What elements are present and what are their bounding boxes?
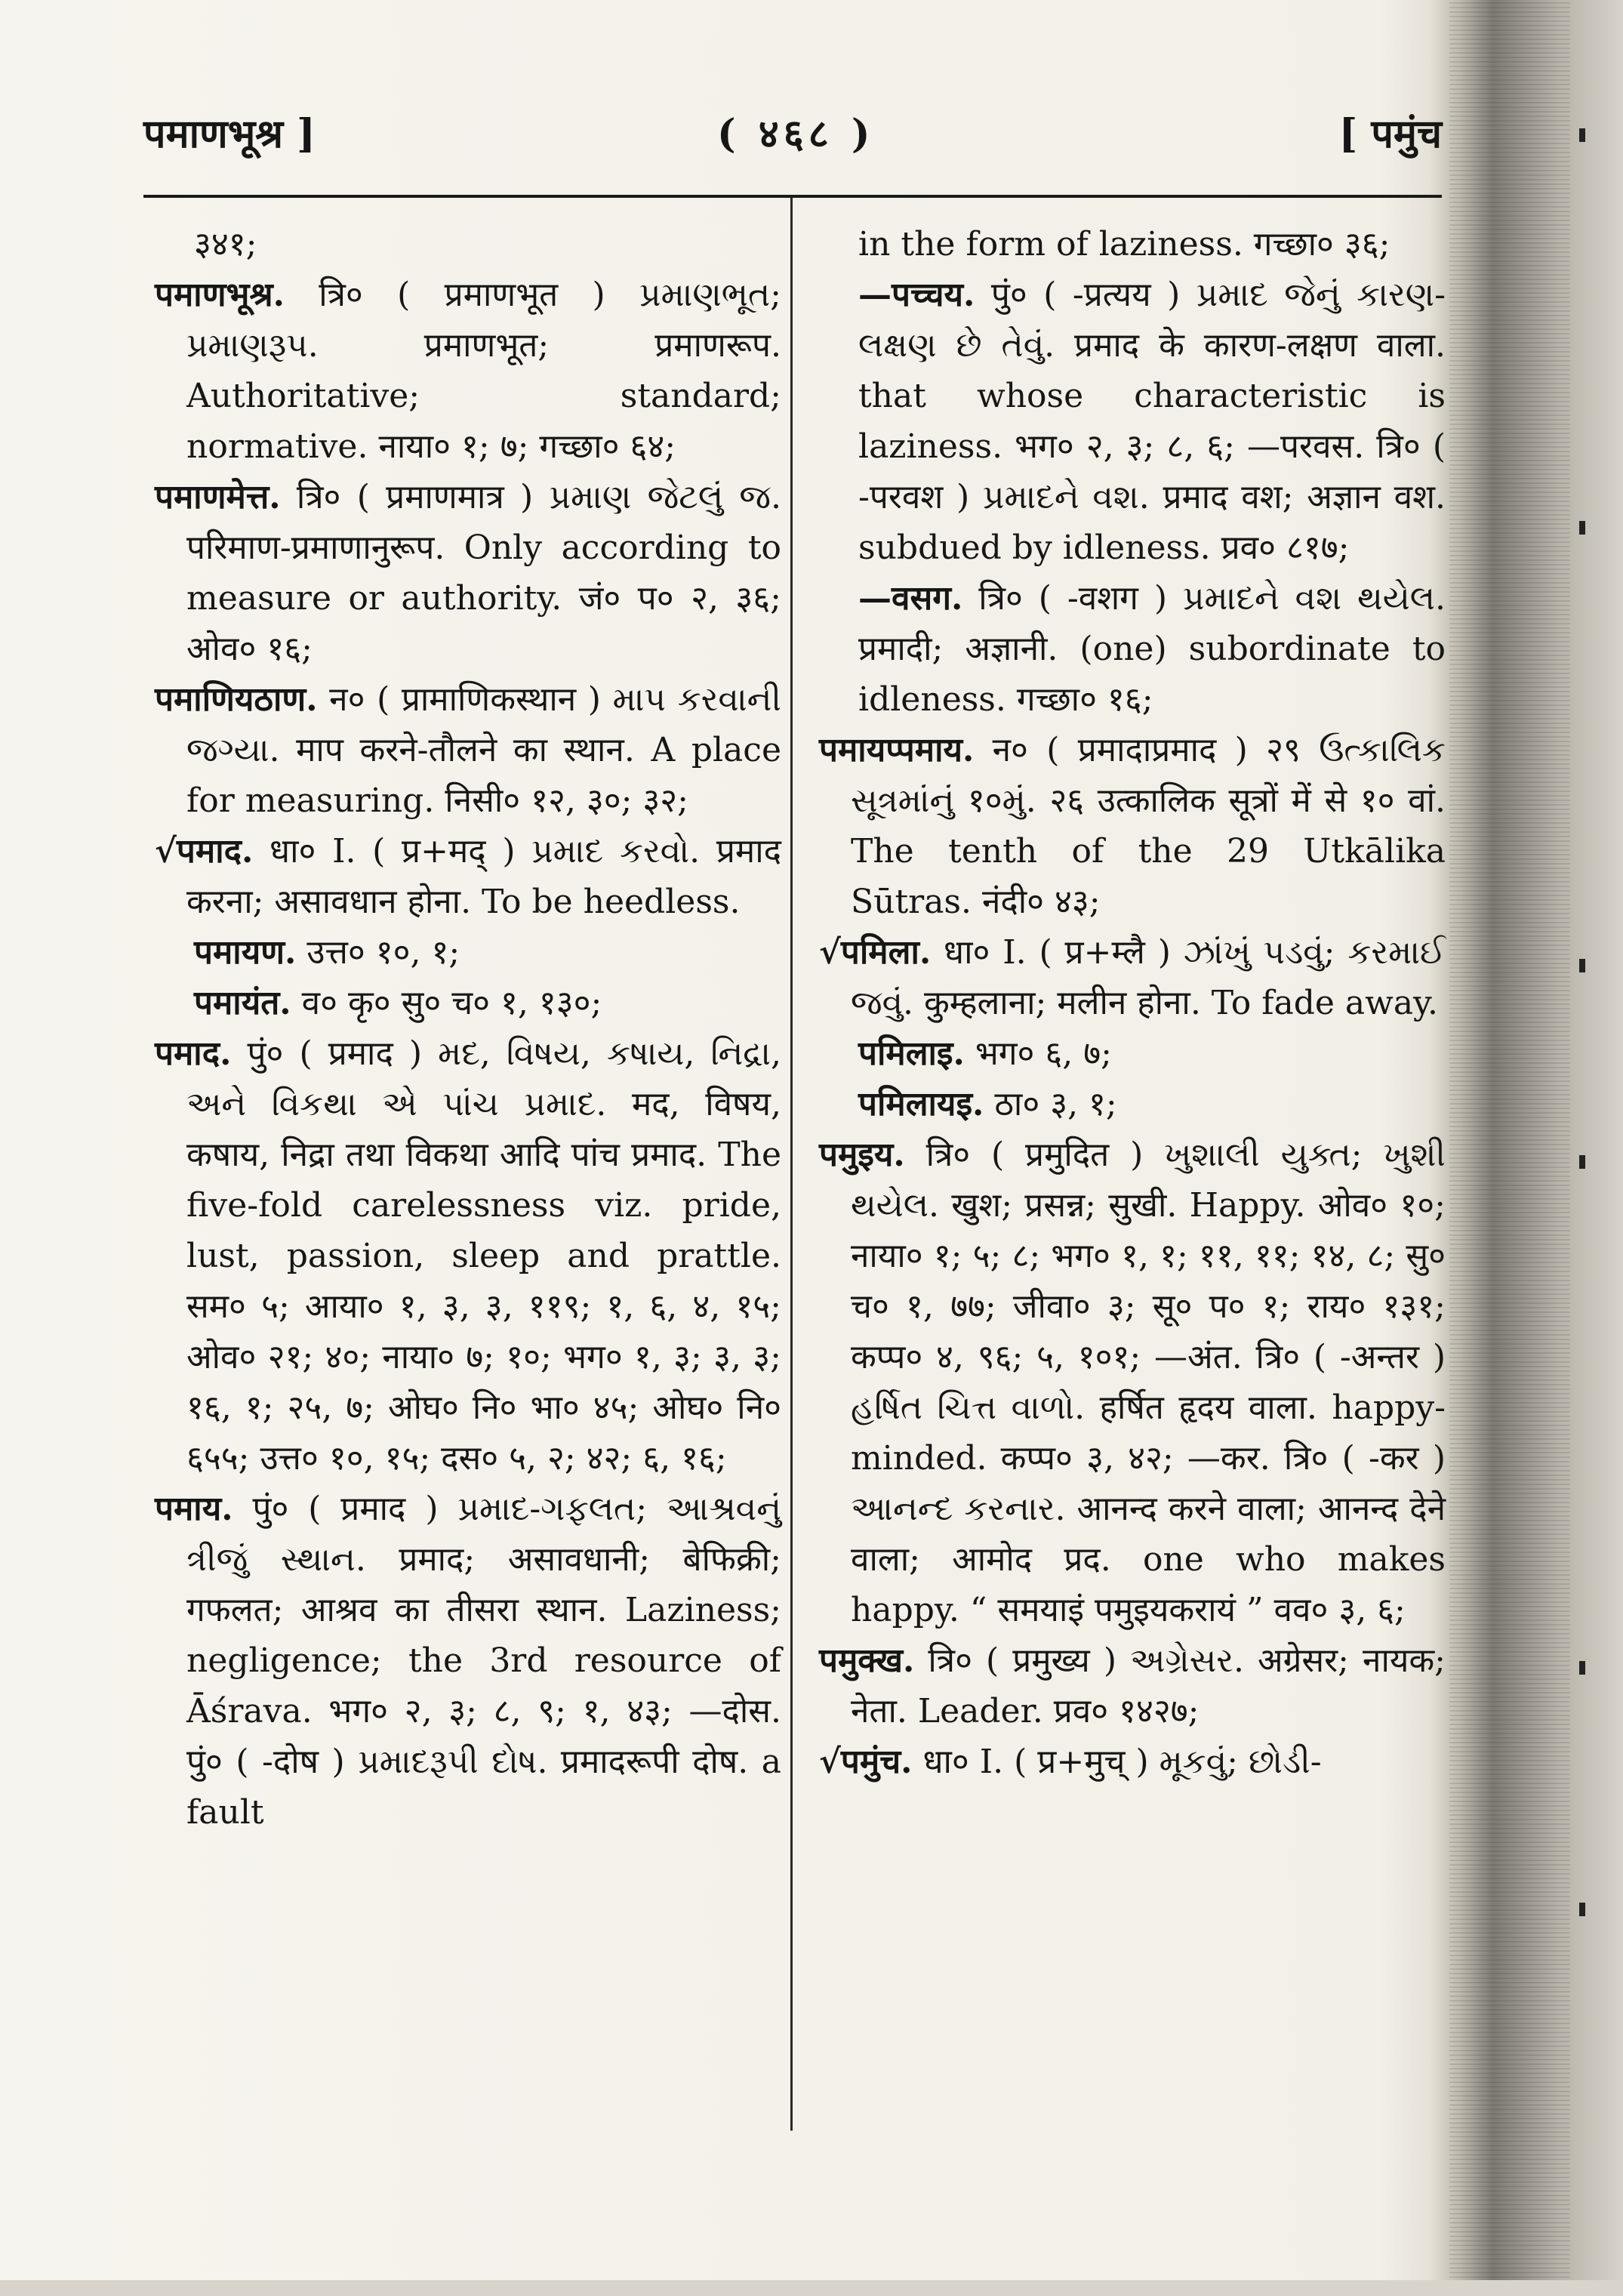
entry-headword: पमाय. bbox=[155, 1490, 233, 1528]
dictionary-entry bbox=[819, 573, 1446, 725]
entry-headword: पमुक्ख. bbox=[819, 1641, 915, 1680]
entry-headword: पमाणमेत्त. bbox=[155, 478, 281, 516]
dictionary-entry bbox=[155, 826, 781, 927]
page-bottom-edge bbox=[0, 2280, 1623, 2296]
header-rule bbox=[143, 195, 1442, 198]
entry-definition: त्रि० ( प्रमाणमात्र ) પ્રમાણ જેટલું જ. परिमाण-प्रमाणानुरूप. Only according to measure or authority. जं० प० २, ३६; ओव० १६; bbox=[186, 478, 781, 668]
entry-definition: in the form of laziness. गच्छा० ३६; bbox=[858, 225, 1390, 264]
entry-definition: धा० I. ( प्र+मुच् ) મૂકવું; છોડી- bbox=[912, 1743, 1322, 1781]
entry-headword: पमाद. bbox=[155, 1034, 232, 1073]
entry-headword: पमायप्पमाय. bbox=[819, 731, 975, 769]
dictionary-entry bbox=[819, 270, 1446, 573]
dictionary-entry bbox=[819, 1079, 1446, 1130]
entry-definition: भग० ६, ७; bbox=[964, 1034, 1112, 1073]
entry-definition: ३४१; bbox=[194, 225, 257, 264]
margin-tick bbox=[1579, 959, 1585, 972]
book-spine-shadow bbox=[1449, 0, 1570, 2296]
entry-definition: पुं० ( प्रमाद ) મદ, વિષય, કષાય, નિદ્રા, અને વિકથા એ પાંચ પ્રમાદ. मद, विषय, कषाय, निद्रा तथा विकथा आदि पांच प्रमाद. The five-fold carelessness viz. pride, lust, passion, sleep and prattle. सम० ५; आया० १, ३, ३, ११९; १, ६, ४, १५; ओव० २१; ४०; नाया० ७; १०; भग० १, ३; ३, ३; १६, १; २५, ७; ओघ० नि० भा० ४५; ओघ० नि० ६५५; उत्त० १०, १५; दस० ५, २; ४२; ६, १६; bbox=[186, 1034, 781, 1478]
entry-definition: न० ( प्रमादाप्रमाद ) २९ ઉત્કાલિક સૂત્રમાંનું १०મું. २६ उत्कालिक सूत्रों में से १० वां. The tenth of the 29 Utkālika Sūtras. नंदी० ४३; bbox=[851, 731, 1446, 921]
dictionary-entry bbox=[155, 472, 781, 674]
entry-headword: √पमुंच. bbox=[819, 1743, 913, 1781]
margin-tick bbox=[1579, 521, 1585, 535]
entry-headword: पमाणियठाण. bbox=[155, 680, 318, 719]
dictionary-entry bbox=[819, 1028, 1446, 1079]
left-column bbox=[155, 219, 781, 1838]
entry-headword: पमायण. bbox=[194, 933, 297, 972]
entry-definition: त्रि० ( -वशग ) પ્રમાદને વશ થયેલ. प्रमादी; अज्ञानी. (one) subordinate to idleness. गच्छा० १६; bbox=[858, 579, 1446, 719]
entry-headword: —पच्चय. bbox=[858, 276, 975, 314]
entry-definition: पुं० ( -प्रत्यय ) પ્રમાદ જેનું કારણ-લક્ષણ છે તેવું. प्रमाद के कारण-लक्षण वाला. that whose characteristic is laziness. भग० २, ३; ८, ६; —परवस. त्रि० ( -परवश ) પ્રમાદને વશ. प्रमाद वश; अज्ञान वश. subdued by idleness. प्रव० ८१७; bbox=[858, 276, 1446, 567]
dictionary-entry bbox=[819, 725, 1446, 927]
column-divider bbox=[790, 198, 793, 2131]
entry-headword: पमिलाइ. bbox=[858, 1034, 965, 1073]
margin-tick bbox=[1579, 1903, 1585, 1916]
entry-definition: पुं० ( प्रमाद ) પ્રમાદ-ગફલત; આશ્રવનું ત્રીજું સ્થાન. प्रमाद; असावधानी; बेफिक्री; गफलत; आश्रव का तीसरा स्थान. Laziness; negligence; the 3rd resource of Āśrava. भग० २, ३; ८, ९; १, ४३; —दोस. पुं० ( -दोष ) પ્રમાદરૂપી દોષ. प्रमादरूपी दोष. a fault bbox=[186, 1490, 781, 1832]
dictionary-entry bbox=[155, 219, 781, 270]
dictionary-entry bbox=[819, 1635, 1446, 1737]
entry-headword: पमिलायइ. bbox=[858, 1085, 984, 1123]
entry-headword: पमाणभूश्र. bbox=[155, 276, 285, 314]
dictionary-entry bbox=[819, 1737, 1446, 1787]
margin-tick bbox=[1579, 1155, 1585, 1169]
dictionary-entry bbox=[819, 219, 1446, 270]
entry-definition: उत्त० १०, १; bbox=[296, 933, 460, 972]
entry-headword: √पमिला. bbox=[819, 933, 932, 972]
header-left-guideword: पमाणभूश्र ] bbox=[143, 111, 316, 157]
margin-tick bbox=[1579, 1661, 1585, 1675]
dictionary-entry bbox=[819, 1130, 1446, 1635]
dictionary-entry bbox=[155, 270, 781, 472]
margin-tick bbox=[1579, 128, 1585, 142]
dictionary-entry bbox=[155, 1484, 781, 1838]
entry-headword: पमायंत. bbox=[194, 984, 291, 1022]
entry-definition: त्रि० ( प्रमुदित ) ખુશાલી યુક્ત; ખુશી થયેલ. खुश; प्रसन्न; सुखी. Happy. ओव० १०; नाया० १; ५; ८; भग० १, १; ११, ११; १४, ८; सु० च० १, ७७; जीवा० ३; सू० प० १; राय० १३१; कप्प० ४, ९६; ५, १०१; —अंत. त्रि० ( -अन्तर ) હર્ષિત ચિત્ત વાળો. हर्षित हृदय वाला. happy-minded. कप्प० ३, ४२; —कर. त्रि० ( -कर ) આનન્દ કરનાર. आनन्द करने वाला; आनन्द देने वाला; आमोद प्रद. one who makes happy. “ समयाइं पमुइयकरायं ” वव० ३, ६; bbox=[851, 1136, 1446, 1629]
page-header bbox=[143, 106, 1442, 174]
dictionary-entry bbox=[155, 674, 781, 826]
dictionary-entry bbox=[155, 978, 781, 1028]
entry-headword: —वसग. bbox=[858, 579, 963, 618]
header-right-guideword: [ पमुंच bbox=[1338, 111, 1442, 157]
entry-definition: त्रि० ( प्रमुख्य ) અગ્રેસર. अग्रेसर; नायक; नेता. Leader. प्रव० १४२७; bbox=[851, 1641, 1446, 1730]
margin-marks bbox=[1570, 0, 1585, 2296]
entry-definition: धा० I. ( प्र+मद् ) પ્રમાદ કરવો. प्रमाद करना; असावधान होना. To be heedless. bbox=[186, 832, 781, 921]
page-number: ( ४६८ ) bbox=[717, 111, 875, 157]
entry-definition: न० ( प्रामाणिकस्थान ) માપ કરવાની જગ્યા. माप करने-तौलने का स्थान. A place for measuring. निसी० १२, ३०; ३२; bbox=[186, 680, 781, 820]
dictionary-entry bbox=[155, 927, 781, 978]
entry-definition: त्रि० ( प्रमाणभूत ) પ્રમાણભૂત; પ્રમાણરૂપ. प्रमाणभूत; प्रमाणरूप. Authoritative; standard; normative. नाया० १; ७; गच्छा० ६४; bbox=[186, 276, 781, 466]
entry-definition: धा० I. ( प्र+म्लै ) ઝાંખું પડવું; કરમાઈ જવું. कुम्हलाना; मलीन होना. To fade away. bbox=[851, 933, 1446, 1022]
dictionary-entry bbox=[819, 927, 1446, 1028]
dictionary-entry bbox=[155, 1028, 781, 1484]
right-column bbox=[819, 219, 1446, 1787]
entry-definition: व० कृ० सु० च० १, १३०; bbox=[291, 984, 602, 1022]
entry-headword: पमुइय. bbox=[819, 1136, 905, 1174]
entry-definition: ठा० ३, १; bbox=[984, 1085, 1117, 1123]
entry-headword: √पमाद. bbox=[155, 832, 254, 871]
